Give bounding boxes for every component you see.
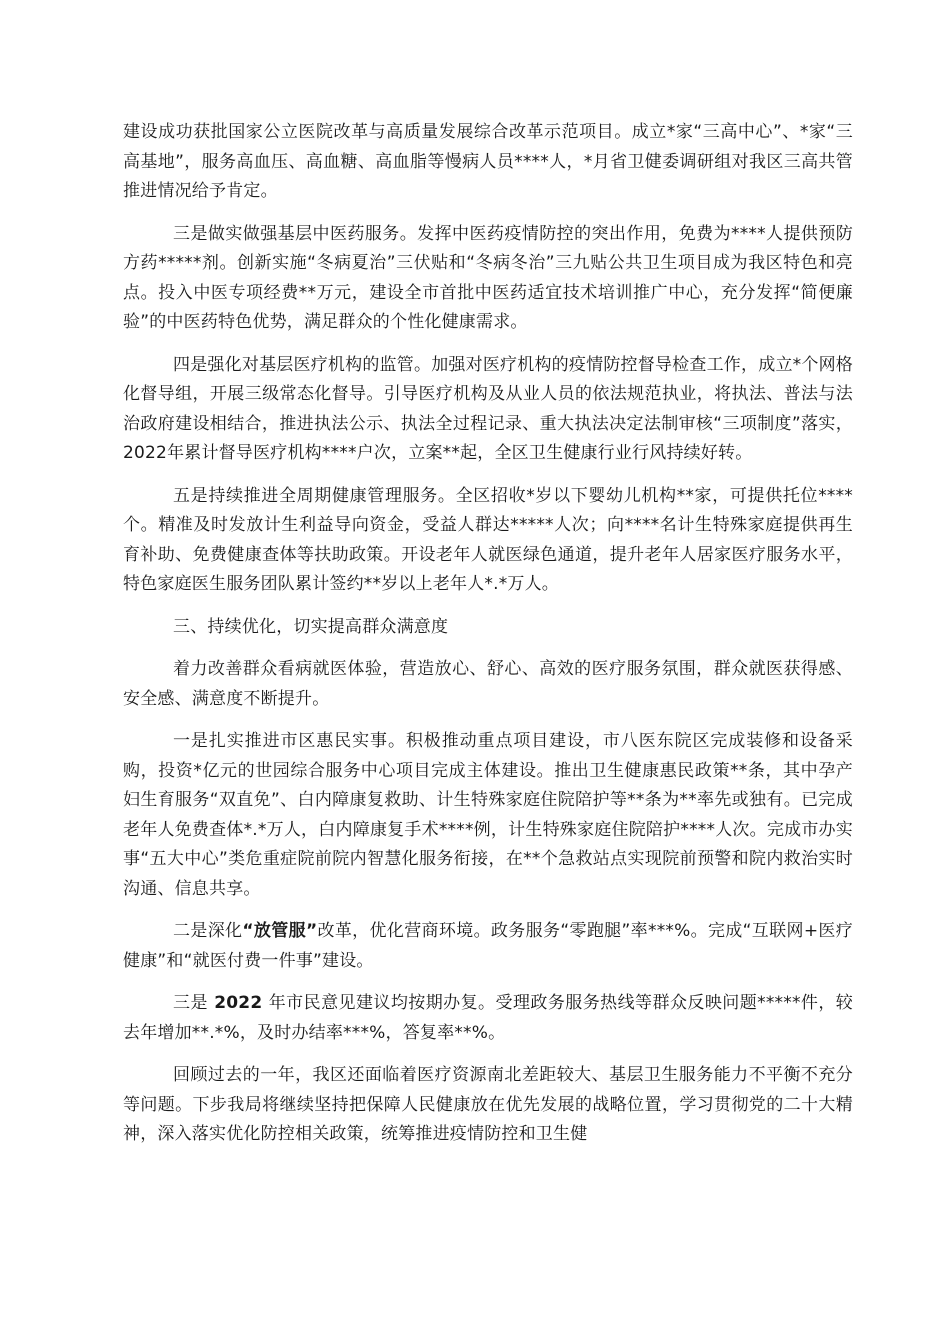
paragraph-review: 回顾过去的一年，我区还面临着医疗资源南北差距较大、基层卫生服务能力不平衡不充分等问题。下步我局将继续坚持把保障人民健康放在优先发展的战略位置，学习贯彻党的二十大精神，深入落实优化防控相关政策，统筹推进疫情防控和卫生健 bbox=[123, 1065, 853, 1144]
opinions-prefix: 三是 bbox=[173, 993, 208, 1013]
reform-bold: “放管服” bbox=[242, 921, 318, 941]
paragraph-continuation: 建设成功获批国家公立医院改革与高质量发展综合改革示范项目。成立*家“三高中心”、*家“三高基地”，服务高血压、高血糖、高血脂等慢病人员****人，*月省卫健委调研组对我区三高共管推进情况给予肯定。 bbox=[123, 122, 853, 201]
paragraph-supervision: 四是强化对基层医疗机构的监管。加强对医疗机构的疫情防控督导检查工作，成立*个网格化督导组，开展三级常态化督导。引导医疗机构及从业人员的依法规范执业，将执法、普法与法治政府建设相结合，推进执法公示、执法全过程记录、重大执法决定法制审核“三项制度”落实，2022年累计督导医疗机构****户次，立案**起，全区卫生健康行业行风持续好转。 bbox=[123, 354, 853, 463]
opinions-rest: 年市民意见建议均按期办复。受理政务服务热线等群众反映问题*****件，较去年增加**.*%，及时办结率***%，答复率**%。 bbox=[123, 993, 853, 1043]
paragraph-tcm-services: 三是做实做强基层中医药服务。发挥中医药疫情防控的突出作用，免费为****人提供预防方药*****剂。创新实施“冬病夏治”三伏贴和“冬病冬治”三九贴公共卫生项目成为我区特色和亮点。投入中医专项经费**万元，建设全市首批中医药适宜技术培训推广中心，充分发挥“简便廉验”的中医药特色优势，满足群众的个性化健康需求。 bbox=[123, 223, 853, 332]
paragraph-public-projects: 一是扎实推进市区惠民实事。积极推动重点项目建设，市八医东院区完成装修和设备采购，投资*亿元的世园综合服务中心项目完成主体建设。推出卫生健康惠民政策**条，其中孕产妇生育服务“双直免”、白内障康复救助、计生特殊家庭住院陪护等**条为**率先或独有。已完成老年人免费查体*.*万人，白内障康复手术****例，计生特殊家庭住院陪护****人次。完成市办实事“五大中心”类危重症院前院内智慧化服务衔接，在**个急救站点实现院前预警和院内救治实时沟通、信息共享。 bbox=[123, 731, 853, 899]
reform-rest: 改革，优化营商环境。政务服务“零跑腿”率***%。完成“互联网+医疗健康”和“就医付费一件事”建设。 bbox=[123, 921, 853, 971]
paragraph-satisfaction-intro: 着力改善群众看病就医体验，营造放心、舒心、高效的医疗服务氛围，群众就医获得感、安全感、满意度不断提升。 bbox=[123, 659, 853, 709]
paragraph-reform bbox=[123, 917, 853, 976]
opinions-bold: 2022 bbox=[207, 993, 269, 1013]
paragraph-citizen-opinions bbox=[123, 989, 853, 1048]
paragraph-health-management: 五是持续推进全周期健康管理服务。全区招收*岁以下婴幼儿机构**家，可提供托位****个。精准及时发放计生利益导向资金，受益人群达*****人次；向****名计生特殊家庭提供再生育补助、免费健康查体等扶助政策。开设老年人就医绿色通道，提升老年人居家医疗服务水平，特色家庭医生服务团队累计签约**岁以上老年人*.*万人。 bbox=[123, 485, 853, 594]
reform-prefix: 二是深化 bbox=[173, 921, 243, 941]
document-page bbox=[123, 118, 853, 1163]
section-heading: 三、持续优化，切实提高群众满意度 bbox=[173, 616, 449, 637]
